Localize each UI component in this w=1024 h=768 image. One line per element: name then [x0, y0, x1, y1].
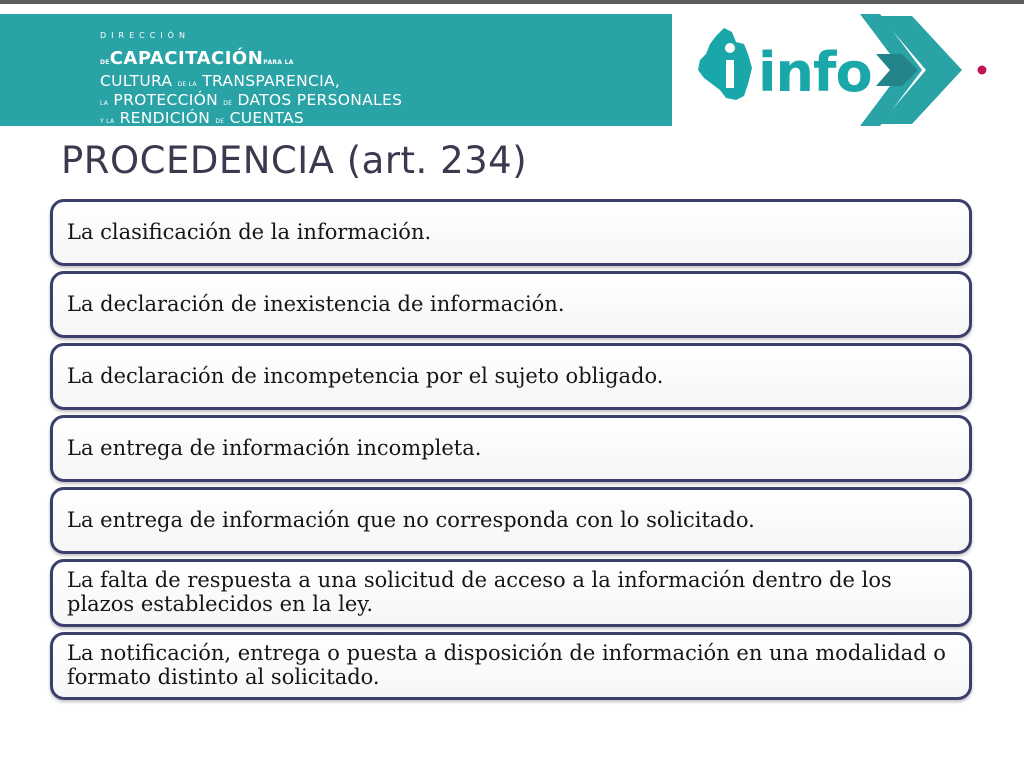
program-line-rendicion	[100, 111, 304, 127]
program-transparencia: TRANSPARENCIA,	[202, 72, 341, 90]
program-small-la: LA	[100, 100, 109, 107]
list-item-text: La clasificación de la información.	[67, 219, 432, 244]
page-title: PROCEDENCIA (art. 234)	[61, 139, 528, 182]
list-item-text: La declaración de incompetencia por el sujeto obligado.	[67, 363, 664, 388]
program-small-y-la: Y LA	[100, 118, 115, 125]
program-proteccion: PROTECCIÓN	[113, 91, 219, 109]
procedencia-list	[50, 199, 972, 705]
list-item-text: La notificación, entrega o puesta a disposición de información en una modalidad o formato distinto al solicitado.	[67, 641, 946, 689]
list-item-text: La falta de respuesta a una solicitud de acceso a la información dentro de los plazos establecidos en la ley.	[67, 568, 892, 616]
program-line-capacitacion	[100, 50, 294, 68]
program-line-proteccion	[100, 93, 402, 109]
accent-dot-icon	[978, 66, 987, 75]
top-border-line	[0, 0, 1024, 4]
program-small-de-3: DE	[215, 118, 225, 125]
program-cultura: CULTURA	[100, 72, 173, 90]
list-item	[50, 487, 972, 554]
list-item	[50, 343, 972, 410]
map-bar-icon	[726, 60, 734, 88]
list-item	[50, 559, 972, 627]
program-small-de: DE	[100, 59, 110, 66]
header-banner	[0, 14, 1024, 126]
program-small-de-la: DE LA	[177, 81, 197, 88]
list-item	[50, 415, 972, 482]
program-small-para-la: PARA LA	[263, 59, 294, 66]
program-title	[100, 28, 430, 128]
program-capacitacion: CAPACITACIÓN	[109, 48, 264, 69]
program-line-direccion: DIRECCIÓN	[100, 31, 190, 40]
program-cuentas: CUENTAS	[229, 109, 305, 127]
program-small-de-2: DE	[223, 100, 233, 107]
map-dot-icon	[725, 43, 735, 53]
list-item-text: La declaración de inexistencia de información.	[67, 291, 565, 316]
list-item-text: La entrega de información que no corresponda con lo solicitado.	[67, 507, 755, 532]
list-item	[50, 199, 972, 266]
list-item-text: La entrega de información incompleta.	[67, 435, 482, 460]
program-datos-personales: DATOS PERSONALES	[237, 91, 403, 109]
list-item	[50, 632, 972, 700]
program-line-cultura	[100, 74, 340, 90]
list-item	[50, 271, 972, 338]
info-logo-text: info	[758, 41, 872, 104]
program-rendicion: RENDICIÓN	[119, 109, 211, 127]
